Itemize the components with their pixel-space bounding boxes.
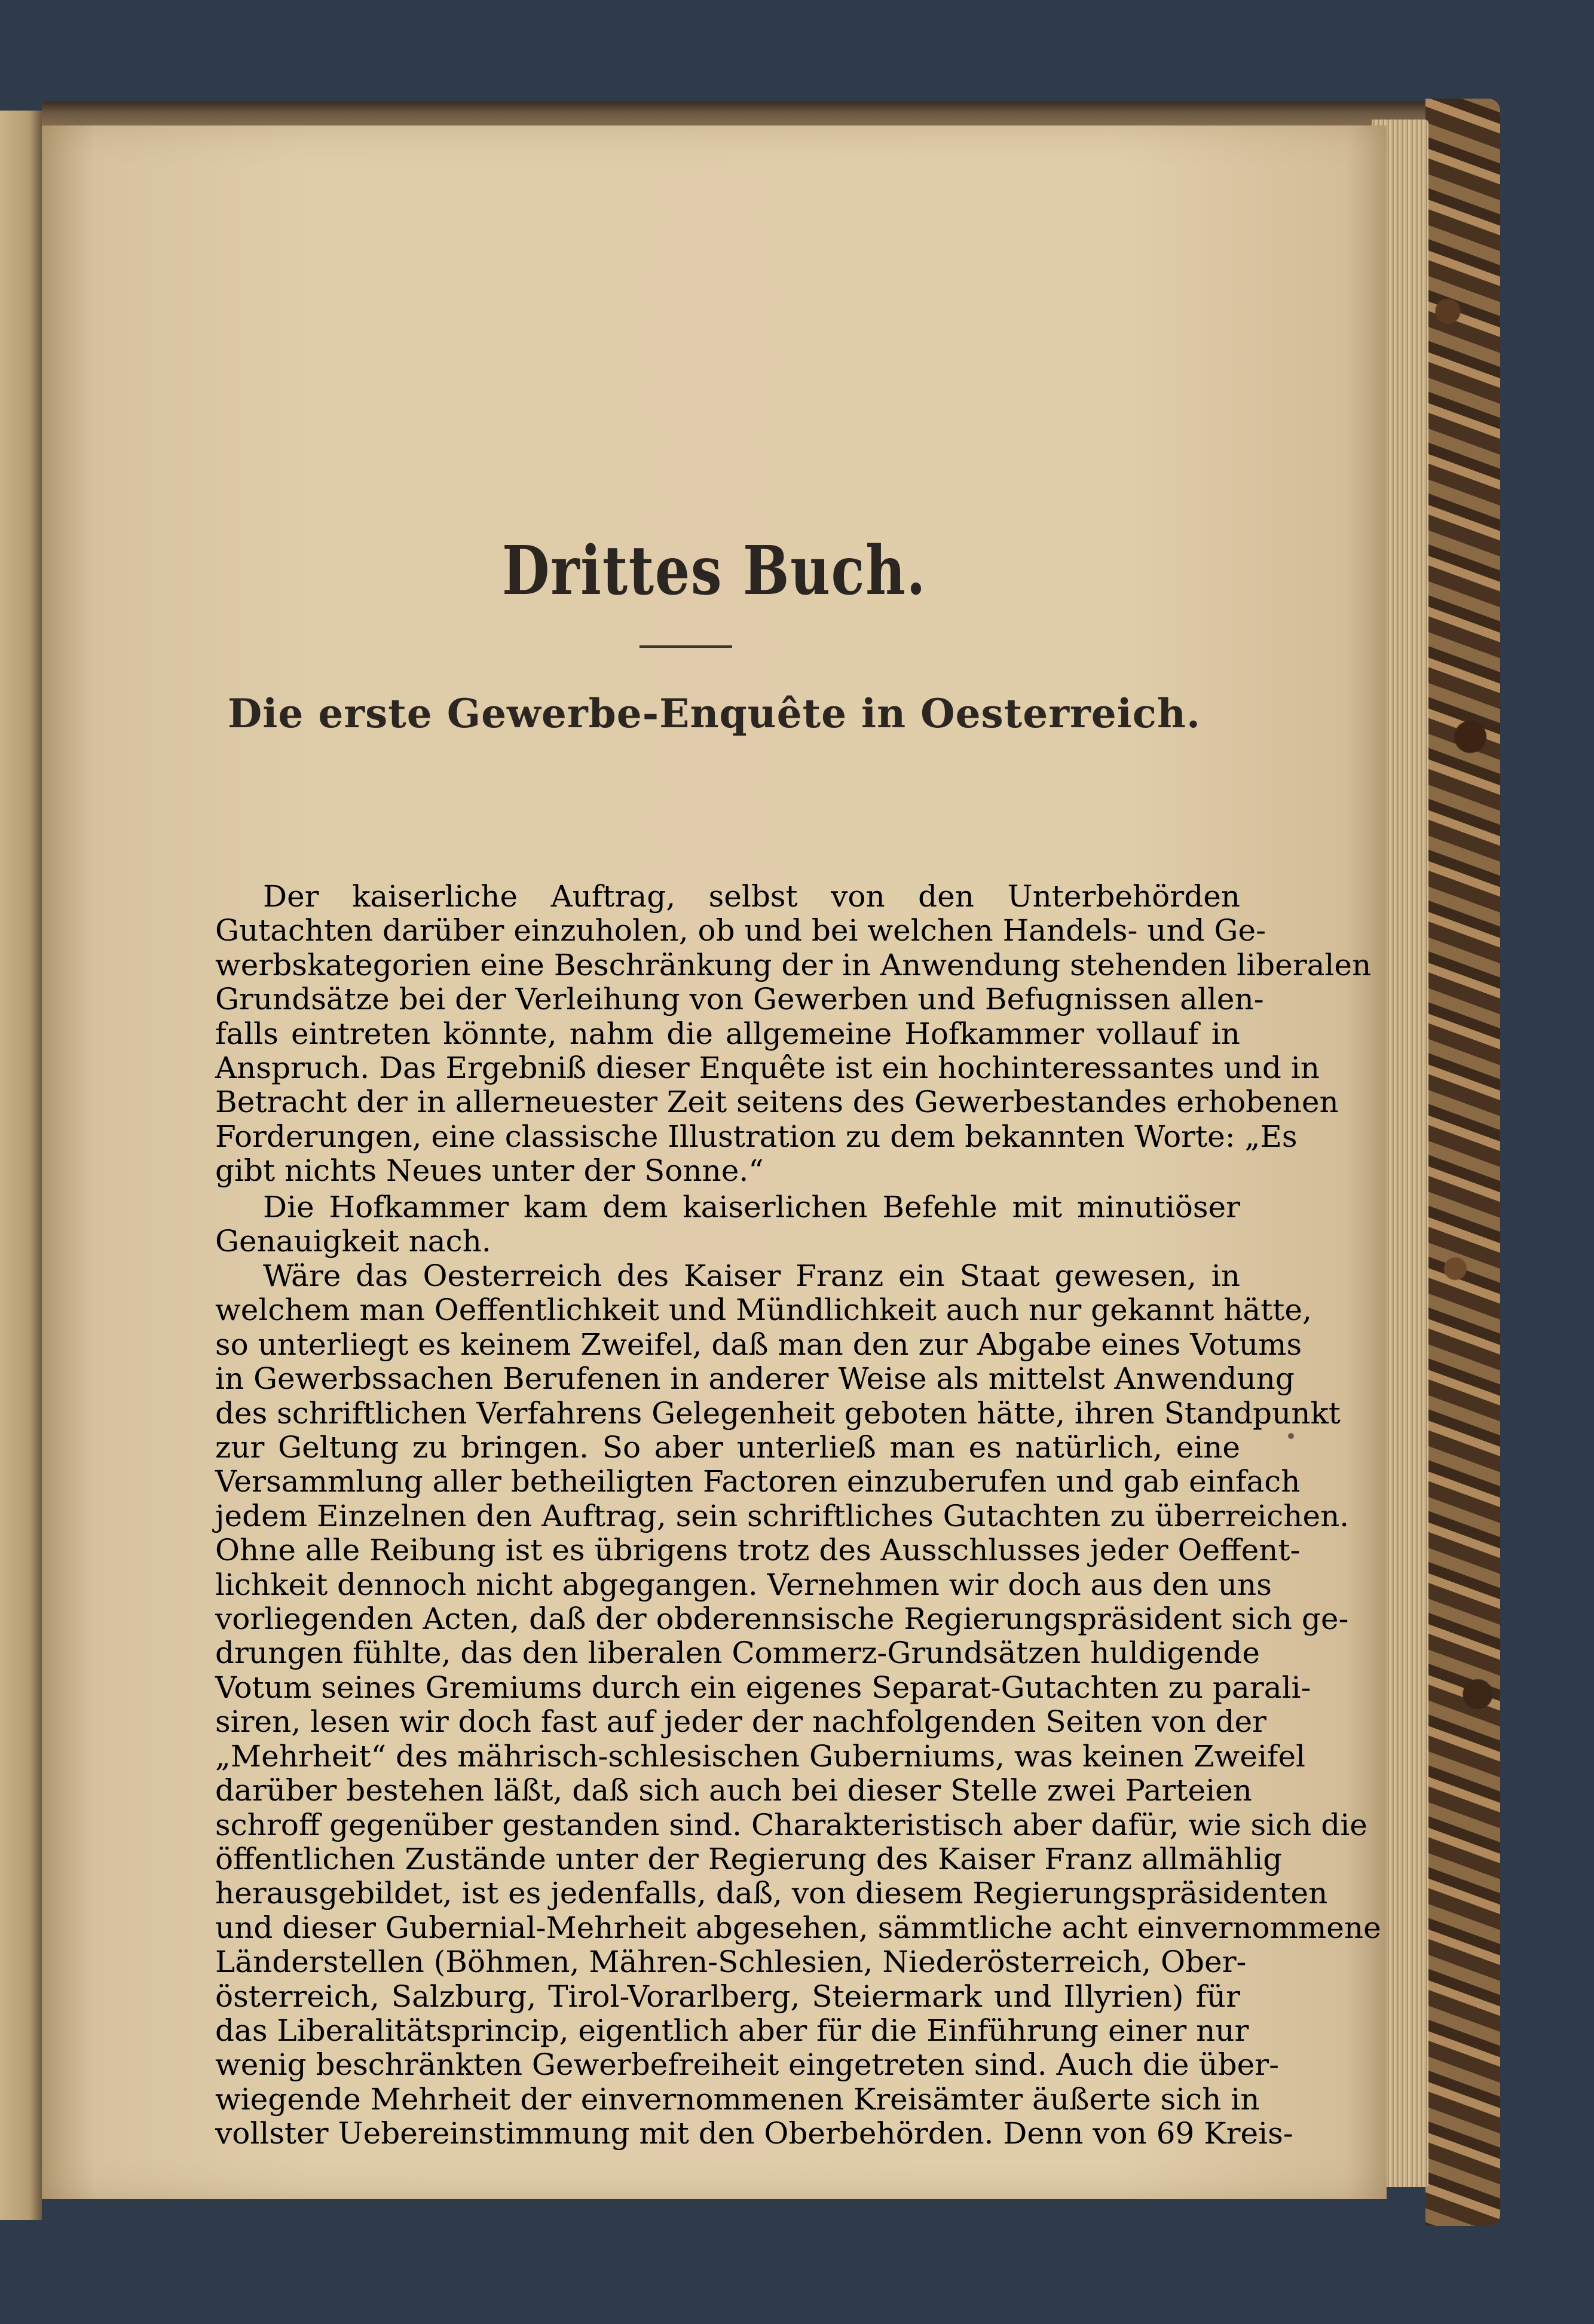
paper-speck (1288, 1433, 1294, 1439)
text-line: wenig beschränkten Gewerbefreiheit eingetreten sind. Auch die über- (215, 2047, 1279, 2083)
text-line: vollster Uebereinstimmung mit den Oberbehörden. Denn von 69 Kreis- (215, 2116, 1293, 2151)
book-page (42, 125, 1387, 2199)
text-line: Genauigkeit nach. (215, 1224, 491, 1259)
text-line: Länderstellen (Böhmen, Mähren-Schlesien, Niederösterreich, Ober- (215, 1945, 1247, 1980)
book-title: Drittes Buch. (501, 532, 927, 610)
text-line: schroff gegenüber gestanden sind. Charakteristisch aber dafür, wie sich die (215, 1807, 1367, 1842)
text-line: des schriftlichen Verfahrens Gelegenheit geboten hätte, ihren Standpunkt (215, 1395, 1341, 1431)
text-line: drungen fühlte, das den liberalen Commerz-Grundsätzen huldigende (215, 1636, 1260, 1671)
paragraph-3 (215, 1259, 1381, 2151)
text-line: so unterliegt es keinem Zweifel, daß man den zur Abgabe eines Votums (215, 1327, 1302, 1362)
text-line: und dieser Gubernial-Mehrheit abgesehen, sämmtliche acht einvernommene (215, 1910, 1381, 1945)
text-line: vorliegenden Acten, daß der obderennsische Regierungspräsident sich ge- (215, 1602, 1349, 1637)
text-line: österreich, Salzburg, Tirol-Vorarlberg, Steiermark und Illyrien) für (215, 1979, 1240, 2014)
title-divider (640, 645, 732, 648)
text-line: Anspruch. Das Ergebniß dieser Enquête ist ein hochinteressantes und in (215, 1051, 1320, 1086)
text-line: Grundsätze bei der Verleihung von Gewerben und Befugnissen allen- (215, 982, 1264, 1017)
left-page-edge (0, 111, 42, 2220)
text-line: falls eintreten könnte, nahm die allgemeine Hofkammer vollauf in (215, 1016, 1240, 1051)
text-line: gibt nichts Neues unter der Sonne.“ (215, 1153, 764, 1189)
text-line: zur Geltung zu bringen. So aber unterließ man es natürlich, eine (215, 1430, 1240, 1465)
text-line: Die Hofkammer kam dem kaiserlichen Befehle mit minutiöser (263, 1190, 1240, 1224)
text-line: siren, lesen wir doch fast auf jeder der nachfolgenden Seiten von der (215, 1704, 1266, 1740)
paragraph-1 (215, 879, 1372, 1189)
text-line: Wäre das Oesterreich des Kaiser Franz ein Staat gewesen, in (263, 1259, 1240, 1293)
text-line: Votum seines Gremiums durch ein eigenes Separat-Gutachten zu parali- (215, 1670, 1311, 1705)
paragraph-2 (215, 1190, 1240, 1259)
text-line: lichkeit dennoch nicht abgegangen. Vernehmen wir doch aus den uns (215, 1567, 1272, 1602)
text-line: werbskategorien eine Beschränkung der in Anwendung stehenden liberalen (215, 947, 1372, 982)
text-line: wiegende Mehrheit der einvernommenen Kreisämter äußerte sich in (215, 2081, 1260, 2117)
text-line: Betracht der in allerneuester Zeit seitens des Gewerbestandes erhobenen (215, 1085, 1339, 1120)
book-cover-right (1425, 99, 1500, 2226)
text-line: darüber bestehen läßt, daß sich auch bei dieser Stelle zwei Parteien (215, 1773, 1252, 1808)
text-line: Der kaiserliche Auftrag, selbst von den Unterbehörden (263, 879, 1240, 914)
text-line: Gutachten darüber einzuholen, ob und bei welchen Handels- und Ge- (215, 913, 1266, 948)
chapter-title: Die erste Gewerbe-Enquête in Oesterreich. (228, 690, 1201, 737)
text-line: Forderungen, eine classische Illustration zu dem bekannten Worte: „Es (215, 1119, 1298, 1154)
text-line: das Liberalitätsprincip, eigentlich aber für die Einführung einer nur (215, 2013, 1249, 2048)
text-line: welchem man Oeffentlichkeit und Mündlichkeit auch nur gekannt hätte, (215, 1293, 1312, 1328)
text-line: herausgebildet, ist es jedenfalls, daß, von diesem Regierungspräsidenten (215, 1876, 1328, 1911)
text-line: Ohne alle Reibung ist es übrigens trotz des Ausschlusses jeder Oeffent- (215, 1533, 1301, 1568)
text-line: „Mehrheit“ des mährisch-schlesischen Guberniums, was keinen Zweifel (215, 1738, 1306, 1774)
text-line: jedem Einzelnen den Auftrag, sein schriftliches Gutachten zu überreichen. (215, 1498, 1350, 1533)
text-line: in Gewerbssachen Berufenen in anderer Weise als mittelst Anwendung (215, 1361, 1295, 1397)
text-line: Versammlung aller betheiligten Factoren einzuberufen und gab einfach (215, 1464, 1301, 1499)
text-line: öffentlichen Zustände unter der Regierung des Kaiser Franz allmählig (215, 1841, 1283, 1876)
